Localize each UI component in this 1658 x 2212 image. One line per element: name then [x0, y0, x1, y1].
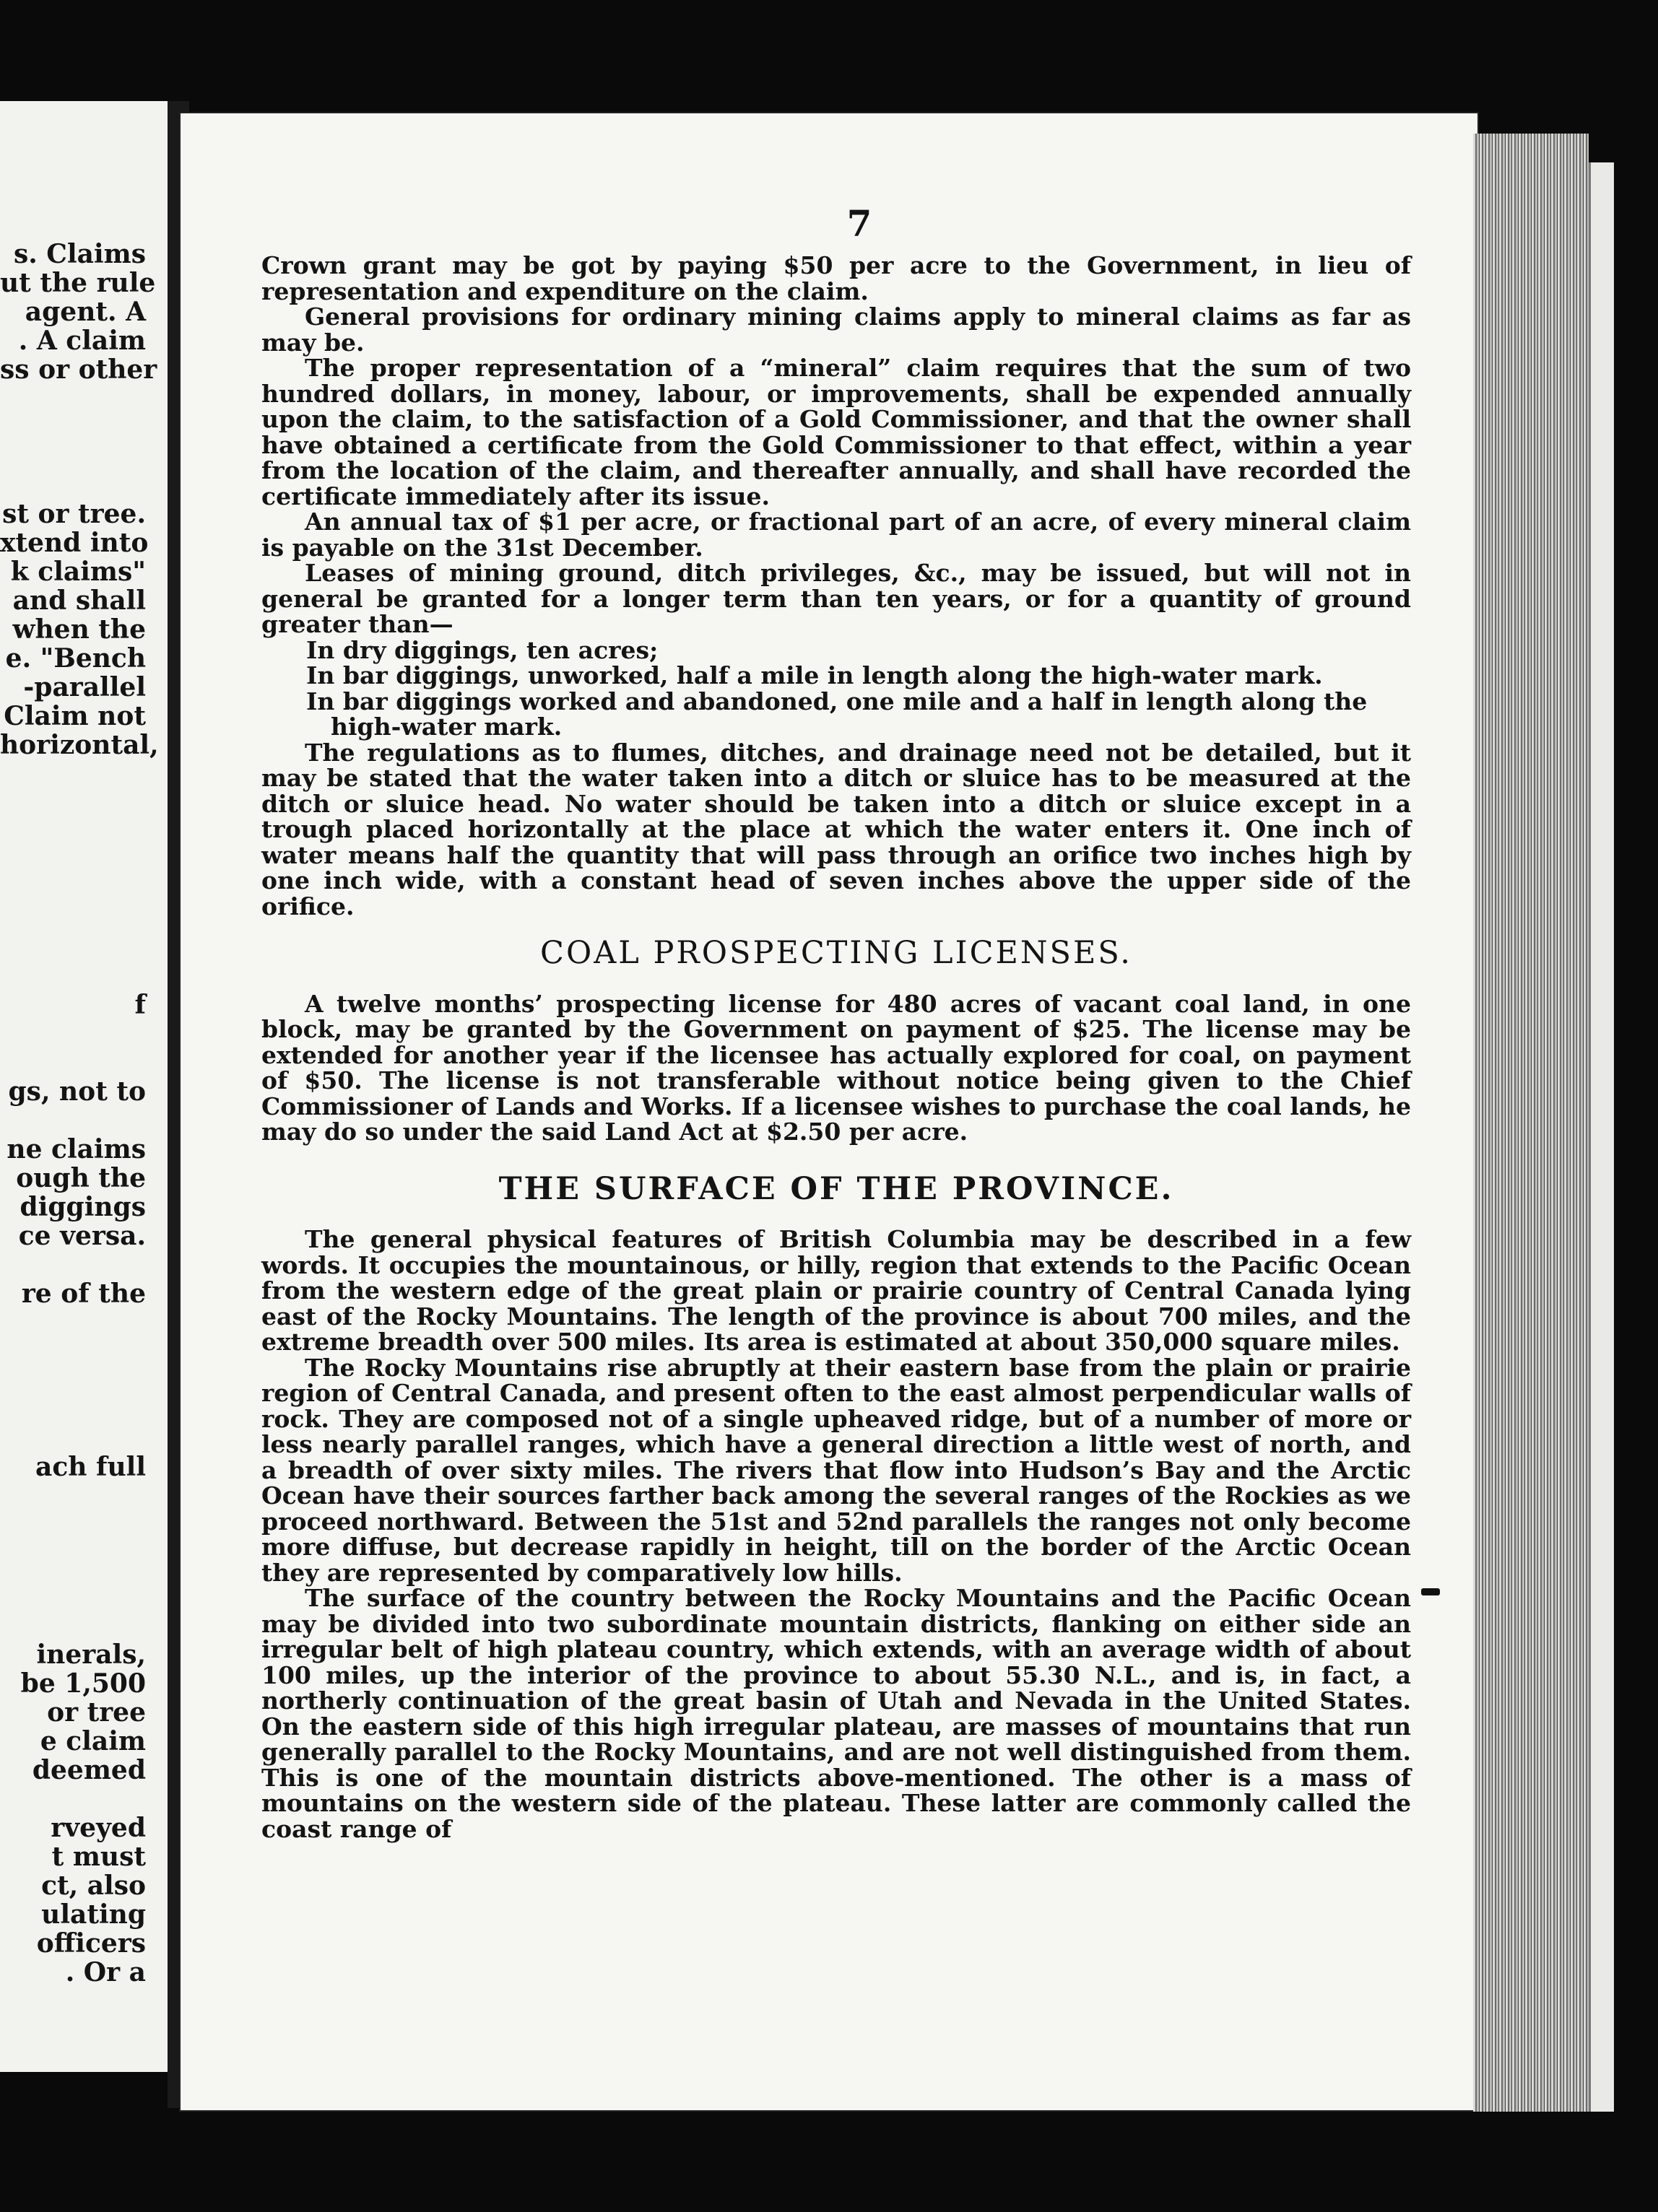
left-page-line: ulating	[41, 1900, 146, 1929]
left-page-line: k claims"	[10, 557, 146, 586]
left-page-line: and shall	[12, 586, 146, 615]
left-page-line: f	[134, 990, 146, 1019]
left-page-line: ut the rule	[0, 269, 156, 297]
left-page-line: ct, also	[41, 1871, 146, 1900]
left-page-line: s. Claims	[13, 240, 146, 269]
left-page-line: e claim	[40, 1727, 146, 1756]
section-heading-surface: THE SURFACE OF THE PROVINCE.	[498, 1170, 1174, 1207]
left-page-line: ce versa.	[18, 1222, 146, 1250]
paragraph: The Rocky Mountains rise abruptly at their eastern base from the plain or prairie region of Central Canada, and present often to the east almost perpendicular walls of rock. They are composed not of a single upheaved ridge, but of a number of more or less nearly parallel ranges, which have a general direction a little west of north, and a breadth of over sixty miles. The rivers that flow into Hudson’s Bay and the Arctic Ocean have their sources farther back among the several ranges of the Rockies as we proceed northward. Between the 51st and 52nd parallels the ranges not only become more diffuse, but decrease rapidly in height, till on the border of the Arctic Ocean they are represented by comparatively low hills.	[261, 1353, 1411, 1587]
left-page-line: inerals,	[36, 1640, 146, 1669]
paragraph: The general physical features of British Columbia may be described in a few words. It occupies the mountainous, or hilly, region that extends to the Pacific Ocean from the western edge of the great plain or prairie country of Central Canada lying east of the Rocky Mountains. The length of the province is about 700 miles, and the extreme breadth over 500 miles. Its area is estimated at about 350,000 square miles.	[261, 1225, 1411, 1356]
left-page-line: . Or a	[65, 1958, 146, 1987]
left-page-line: diggings	[19, 1193, 146, 1222]
list-item: In bar diggings, unworked, half a mile in length along the high-water mark.	[306, 661, 1323, 689]
left-page-line: ough the	[16, 1164, 146, 1193]
left-page-line: deemed	[32, 1756, 146, 1785]
left-page-line: e. "Bench	[5, 644, 146, 673]
previous-page	[0, 101, 172, 2072]
left-page-line: ss or other	[0, 355, 157, 384]
list-item: In dry diggings, ten acres;	[306, 635, 659, 664]
page-body	[261, 253, 1411, 1842]
left-page-line: officers	[36, 1929, 146, 1958]
paragraph: Crown grant may be got by paying $50 per acre to the Government, in lieu of representation and expenditure on the claim.	[261, 251, 1411, 305]
paragraph: The surface of the country between the Rocky Mountains and the Pacific Ocean may be divided into two subordinate mountain districts, flanking on either side an irregular belt of high plateau country, which extends, with an average width of about 100 miles, up the interior of the province to about 55.30 N.L., and is, in fact, a northerly continuation of the great basin of Utah and Nevada in the United States. On the eastern side of this high irregular plateau, are masses of mountains that run generally parallel to the Rocky Mountains, and are not well distinguished from them. This is one of the mountain districts above-mentioned. The other is a mass of mountains on the western side of the plateau. These latter are commonly called the coast range of	[261, 1584, 1411, 1843]
left-page-line: horizontal,	[0, 731, 159, 759]
list-item: In bar diggings worked and abandoned, one mile and a half in length along the high-water mark.	[306, 687, 1368, 741]
paragraph: The regulations as to flumes, ditches, and drainage need not be detailed, but it may be stated that the water taken into a ditch or sluice has to be measured at the ditch or sluice head. No water should be taken into a ditch or sluice except in a trough placed horizontally at the place at which the water enters it. One inch of water means half the quantity that will pass through an orifice two inches high by one inch wide, with a constant head of seven inches above the upper side of the orifice.	[261, 738, 1411, 920]
left-page-line: or tree	[47, 1698, 146, 1727]
left-page-line: Claim not	[4, 702, 146, 731]
left-page-line: agent. A	[25, 297, 146, 326]
paragraph: General provisions for ordinary mining claims apply to mineral claims as far as may be.	[261, 302, 1411, 357]
lease-list	[261, 637, 1411, 740]
paragraph: Leases of mining ground, ditch privileges, &c., may be issued, but will not in general be granted for a longer term than ten years, or for a quantity of ground greater than—	[261, 559, 1411, 638]
left-page-line: gs, not to	[8, 1077, 146, 1106]
left-page-line: rveyed	[51, 1813, 146, 1842]
page-edge	[1473, 134, 1589, 2112]
page-edge-strip	[1589, 162, 1614, 2112]
left-page-line: ach full	[35, 1453, 146, 1481]
left-page-line: when the	[12, 615, 146, 644]
left-page-line: -parallel	[23, 673, 146, 702]
paragraph: A twelve months’ prospecting license for 480 acres of vacant coal land, in one block, may be granted by the Government on payment of $25. The license may be extended for another year if the licensee has actually explored for coal, on payment of $50. The license is not transferable without notice being given to the Chief Commissioner of Lands and Works. If a licensee wishes to purchase the coal lands, he may do so under the said Land Act at $2.50 per acre.	[261, 989, 1411, 1146]
left-page-line: t must	[51, 1842, 146, 1871]
paragraph: The proper representation of a “mineral” claim requires that the sum of two hundred dollars, in money, labour, or improvements, shall be expended annually upon the claim, to the satisfaction of a Gold Commissioner, and that the owner shall have obtained a certificate from the Gold Commissioner to that effect, within a year from the location of the claim, and thereafter annually, and shall have recorded the certificate immediately after its issue.	[261, 354, 1411, 510]
section-heading-coal: COAL PROSPECTING LICENSES.	[540, 935, 1132, 971]
left-page-line: be 1,500	[20, 1669, 146, 1698]
left-page-line: . A claim	[18, 326, 146, 355]
left-page-line: xtend into	[0, 528, 149, 557]
left-page-line: st or tree.	[2, 500, 146, 528]
page-number: 7	[846, 202, 872, 245]
left-page-line: ne claims	[6, 1135, 146, 1164]
paragraph: An annual tax of $1 per acre, or fractional part of an acre, of every mineral claim is payable on the 31st December.	[261, 508, 1411, 562]
margin-mark	[1421, 1588, 1440, 1595]
left-page-line: re of the	[21, 1279, 146, 1308]
